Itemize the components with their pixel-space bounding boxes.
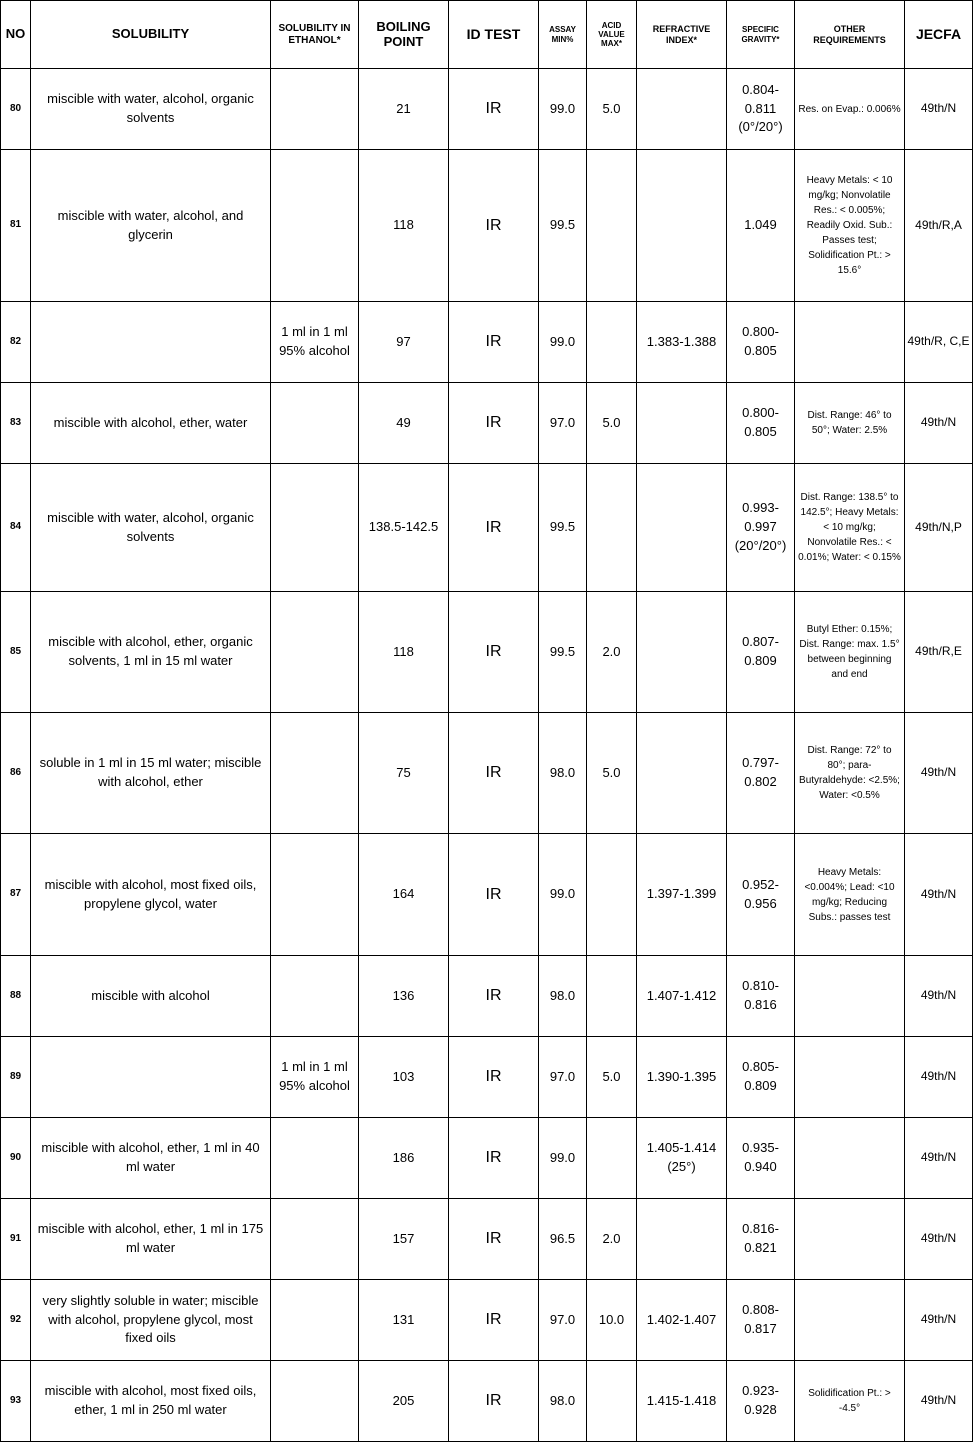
cell-other-requirements bbox=[795, 1280, 905, 1361]
cell-assay: 97.0 bbox=[539, 1037, 587, 1118]
cell-refractive-index: 1.415-1.418 bbox=[637, 1361, 727, 1442]
cell-specific-gravity: 0.923-0.928 bbox=[727, 1361, 795, 1442]
cell-no: 91 bbox=[1, 1199, 31, 1280]
cell-jecfa: 49th/N bbox=[905, 956, 973, 1037]
cell-assay: 99.0 bbox=[539, 1118, 587, 1199]
cell-boiling-point: 49 bbox=[359, 383, 449, 464]
cell-other-requirements bbox=[795, 302, 905, 383]
cell-boiling-point: 138.5-142.5 bbox=[359, 464, 449, 592]
cell-assay: 99.5 bbox=[539, 464, 587, 592]
cell-acid-value bbox=[587, 1361, 637, 1442]
cell-refractive-index bbox=[637, 383, 727, 464]
cell-id-test: IR bbox=[449, 834, 539, 956]
cell-acid-value: 2.0 bbox=[587, 592, 637, 713]
cell-no: 83 bbox=[1, 383, 31, 464]
cell-acid-value: 5.0 bbox=[587, 383, 637, 464]
cell-refractive-index bbox=[637, 464, 727, 592]
cell-refractive-index bbox=[637, 713, 727, 834]
cell-id-test: IR bbox=[449, 1118, 539, 1199]
cell-assay: 99.5 bbox=[539, 592, 587, 713]
cell-id-test: IR bbox=[449, 69, 539, 150]
cell-jecfa: 49th/N bbox=[905, 1199, 973, 1280]
cell-jecfa: 49th/R, C,E bbox=[905, 302, 973, 383]
cell-refractive-index bbox=[637, 592, 727, 713]
cell-solubility: miscible with alcohol, ether, 1 ml in 40 ml water bbox=[31, 1118, 271, 1199]
cell-other-requirements: Dist. Range: 138.5° to 142.5°; Heavy Metals: < 10 mg/kg; Nonvolatile Res.: < 0.01%; Water: < 0.15% bbox=[795, 464, 905, 592]
cell-acid-value: 5.0 bbox=[587, 713, 637, 834]
cell-jecfa: 49th/N bbox=[905, 1037, 973, 1118]
cell-id-test: IR bbox=[449, 464, 539, 592]
cell-assay: 97.0 bbox=[539, 383, 587, 464]
cell-id-test: IR bbox=[449, 383, 539, 464]
table-row bbox=[1, 834, 973, 956]
cell-acid-value: 5.0 bbox=[587, 1037, 637, 1118]
cell-no: 82 bbox=[1, 302, 31, 383]
cell-solubility-in-ethanol bbox=[271, 69, 359, 150]
cell-specific-gravity: 0.952-0.956 bbox=[727, 834, 795, 956]
cell-solubility-in-ethanol bbox=[271, 592, 359, 713]
header-other-requirements: OTHER REQUIREMENTS bbox=[795, 1, 905, 69]
cell-no: 84 bbox=[1, 464, 31, 592]
header-id-test: ID TEST bbox=[449, 1, 539, 69]
cell-acid-value bbox=[587, 956, 637, 1037]
cell-solubility: soluble in 1 ml in 15 ml water; miscible with alcohol, ether bbox=[31, 713, 271, 834]
cell-specific-gravity: 0.808-0.817 bbox=[727, 1280, 795, 1361]
cell-boiling-point: 103 bbox=[359, 1037, 449, 1118]
cell-solubility: miscible with alcohol, most fixed oils, propylene glycol, water bbox=[31, 834, 271, 956]
cell-acid-value: 10.0 bbox=[587, 1280, 637, 1361]
cell-acid-value bbox=[587, 150, 637, 302]
cell-jecfa: 49th/R,A bbox=[905, 150, 973, 302]
cell-refractive-index: 1.405-1.414 (25°) bbox=[637, 1118, 727, 1199]
header-boiling-point: BOILING POINT bbox=[359, 1, 449, 69]
cell-no: 90 bbox=[1, 1118, 31, 1199]
cell-refractive-index bbox=[637, 150, 727, 302]
cell-assay: 98.0 bbox=[539, 1361, 587, 1442]
cell-jecfa: 49th/N bbox=[905, 383, 973, 464]
cell-other-requirements bbox=[795, 956, 905, 1037]
cell-boiling-point: 186 bbox=[359, 1118, 449, 1199]
cell-acid-value: 5.0 bbox=[587, 69, 637, 150]
cell-other-requirements: Heavy Metals: < 10 mg/kg; Nonvolatile Res.: < 0.005%; Readily Oxid. Sub.: Passes test; Solidification Pt.: > 15.6° bbox=[795, 150, 905, 302]
cell-jecfa: 49th/N bbox=[905, 1361, 973, 1442]
cell-jecfa: 49th/N,P bbox=[905, 464, 973, 592]
cell-other-requirements: Res. on Evap.: 0.006% bbox=[795, 69, 905, 150]
cell-no: 89 bbox=[1, 1037, 31, 1118]
cell-refractive-index bbox=[637, 69, 727, 150]
cell-no: 88 bbox=[1, 956, 31, 1037]
cell-boiling-point: 157 bbox=[359, 1199, 449, 1280]
cell-id-test: IR bbox=[449, 1199, 539, 1280]
cell-other-requirements bbox=[795, 1118, 905, 1199]
cell-boiling-point: 118 bbox=[359, 150, 449, 302]
cell-solubility-in-ethanol bbox=[271, 150, 359, 302]
cell-no: 92 bbox=[1, 1280, 31, 1361]
cell-solubility-in-ethanol bbox=[271, 1280, 359, 1361]
table-row bbox=[1, 956, 973, 1037]
header-solubility: SOLUBILITY bbox=[31, 1, 271, 69]
cell-boiling-point: 97 bbox=[359, 302, 449, 383]
table-row bbox=[1, 1118, 973, 1199]
cell-solubility-in-ethanol bbox=[271, 383, 359, 464]
cell-id-test: IR bbox=[449, 1280, 539, 1361]
header-acid-value: ACID VALUE MAX* bbox=[587, 1, 637, 69]
cell-solubility: very slightly soluble in water; miscible with alcohol, propylene glycol, most fixed oils bbox=[31, 1280, 271, 1361]
cell-solubility bbox=[31, 302, 271, 383]
cell-solubility-in-ethanol bbox=[271, 1361, 359, 1442]
cell-boiling-point: 136 bbox=[359, 956, 449, 1037]
cell-solubility-in-ethanol bbox=[271, 834, 359, 956]
cell-specific-gravity: 0.935-0.940 bbox=[727, 1118, 795, 1199]
cell-other-requirements: Solidification Pt.: > -4.5° bbox=[795, 1361, 905, 1442]
cell-boiling-point: 131 bbox=[359, 1280, 449, 1361]
cell-no: 86 bbox=[1, 713, 31, 834]
cell-solubility-in-ethanol bbox=[271, 713, 359, 834]
cell-no: 87 bbox=[1, 834, 31, 956]
cell-specific-gravity: 0.805-0.809 bbox=[727, 1037, 795, 1118]
header-row bbox=[1, 1, 973, 69]
cell-jecfa: 49th/N bbox=[905, 1280, 973, 1361]
cell-boiling-point: 21 bbox=[359, 69, 449, 150]
cell-assay: 99.5 bbox=[539, 150, 587, 302]
cell-solubility: miscible with water, alcohol, and glycerin bbox=[31, 150, 271, 302]
table-row bbox=[1, 150, 973, 302]
cell-boiling-point: 205 bbox=[359, 1361, 449, 1442]
cell-other-requirements bbox=[795, 1199, 905, 1280]
cell-refractive-index bbox=[637, 1199, 727, 1280]
cell-other-requirements: Dist. Range: 72° to 80°; para-Butyraldehyde: <2.5%; Water: <0.5% bbox=[795, 713, 905, 834]
cell-assay: 96.5 bbox=[539, 1199, 587, 1280]
cell-id-test: IR bbox=[449, 302, 539, 383]
table-row bbox=[1, 592, 973, 713]
cell-specific-gravity: 0.993-0.997 (20°/20°) bbox=[727, 464, 795, 592]
table-row bbox=[1, 302, 973, 383]
header-solubility-in-ethanol: SOLUBILITY IN ETHANOL* bbox=[271, 1, 359, 69]
cell-solubility: miscible with water, alcohol, organic solvents bbox=[31, 69, 271, 150]
cell-acid-value bbox=[587, 834, 637, 956]
table-row bbox=[1, 69, 973, 150]
cell-no: 80 bbox=[1, 69, 31, 150]
cell-jecfa: 49th/R,E bbox=[905, 592, 973, 713]
cell-acid-value bbox=[587, 464, 637, 592]
cell-jecfa: 49th/N bbox=[905, 834, 973, 956]
cell-assay: 99.0 bbox=[539, 302, 587, 383]
cell-jecfa: 49th/N bbox=[905, 1118, 973, 1199]
cell-id-test: IR bbox=[449, 956, 539, 1037]
cell-refractive-index: 1.397-1.399 bbox=[637, 834, 727, 956]
cell-other-requirements bbox=[795, 1037, 905, 1118]
cell-specific-gravity: 0.810-0.816 bbox=[727, 956, 795, 1037]
cell-id-test: IR bbox=[449, 713, 539, 834]
cell-specific-gravity: 0.816-0.821 bbox=[727, 1199, 795, 1280]
cell-assay: 99.0 bbox=[539, 69, 587, 150]
cell-solubility-in-ethanol: 1 ml in 1 ml 95% alcohol bbox=[271, 1037, 359, 1118]
header-no: NO bbox=[1, 1, 31, 69]
cell-id-test: IR bbox=[449, 1037, 539, 1118]
cell-solubility-in-ethanol bbox=[271, 464, 359, 592]
cell-refractive-index: 1.390-1.395 bbox=[637, 1037, 727, 1118]
cell-jecfa: 49th/N bbox=[905, 69, 973, 150]
cell-solubility: miscible with alcohol, ether, 1 ml in 175 ml water bbox=[31, 1199, 271, 1280]
cell-no: 81 bbox=[1, 150, 31, 302]
cell-boiling-point: 164 bbox=[359, 834, 449, 956]
cell-no: 93 bbox=[1, 1361, 31, 1442]
cell-solubility: miscible with water, alcohol, organic solvents bbox=[31, 464, 271, 592]
cell-assay: 99.0 bbox=[539, 834, 587, 956]
table-row bbox=[1, 713, 973, 834]
header-refractive-index: REFRACTIVE INDEX* bbox=[637, 1, 727, 69]
cell-id-test: IR bbox=[449, 1361, 539, 1442]
cell-boiling-point: 75 bbox=[359, 713, 449, 834]
cell-id-test: IR bbox=[449, 150, 539, 302]
cell-refractive-index: 1.383-1.388 bbox=[637, 302, 727, 383]
cell-other-requirements: Heavy Metals: <0.004%; Lead: <10 mg/kg; Reducing Subs.: passes test bbox=[795, 834, 905, 956]
cell-solubility: miscible with alcohol, ether, water bbox=[31, 383, 271, 464]
cell-refractive-index: 1.402-1.407 bbox=[637, 1280, 727, 1361]
cell-acid-value bbox=[587, 302, 637, 383]
header-specific-gravity: SPECIFIC GRAVITY* bbox=[727, 1, 795, 69]
cell-specific-gravity: 0.807-0.809 bbox=[727, 592, 795, 713]
cell-jecfa: 49th/N bbox=[905, 713, 973, 834]
table-row bbox=[1, 1280, 973, 1361]
cell-specific-gravity: 0.800-0.805 bbox=[727, 302, 795, 383]
table-row bbox=[1, 383, 973, 464]
table-body bbox=[1, 69, 973, 1442]
cell-id-test: IR bbox=[449, 592, 539, 713]
cell-solubility: miscible with alcohol bbox=[31, 956, 271, 1037]
cell-solubility: miscible with alcohol, most fixed oils, ether, 1 ml in 250 ml water bbox=[31, 1361, 271, 1442]
cell-other-requirements: Dist. Range: 46° to 50°; Water: 2.5% bbox=[795, 383, 905, 464]
cell-specific-gravity: 0.804-0.811 (0°/20°) bbox=[727, 69, 795, 150]
cell-specific-gravity: 1.049 bbox=[727, 150, 795, 302]
cell-refractive-index: 1.407-1.412 bbox=[637, 956, 727, 1037]
cell-acid-value: 2.0 bbox=[587, 1199, 637, 1280]
cell-no: 85 bbox=[1, 592, 31, 713]
cell-assay: 97.0 bbox=[539, 1280, 587, 1361]
header-assay: ASSAY MIN% bbox=[539, 1, 587, 69]
cell-acid-value bbox=[587, 1118, 637, 1199]
cell-other-requirements: Butyl Ether: 0.15%; Dist. Range: max. 1.5° between beginning and end bbox=[795, 592, 905, 713]
cell-specific-gravity: 0.800-0.805 bbox=[727, 383, 795, 464]
cell-solubility-in-ethanol: 1 ml in 1 ml 95% alcohol bbox=[271, 302, 359, 383]
cell-solubility bbox=[31, 1037, 271, 1118]
cell-solubility: miscible with alcohol, ether, organic solvents, 1 ml in 15 ml water bbox=[31, 592, 271, 713]
table-row bbox=[1, 464, 973, 592]
cell-assay: 98.0 bbox=[539, 713, 587, 834]
cell-boiling-point: 118 bbox=[359, 592, 449, 713]
table-row bbox=[1, 1361, 973, 1442]
cell-assay: 98.0 bbox=[539, 956, 587, 1037]
cell-specific-gravity: 0.797-0.802 bbox=[727, 713, 795, 834]
cell-solubility-in-ethanol bbox=[271, 956, 359, 1037]
table-row bbox=[1, 1199, 973, 1280]
header-jecfa: JECFA bbox=[905, 1, 973, 69]
table-row bbox=[1, 1037, 973, 1118]
cell-solubility-in-ethanol bbox=[271, 1118, 359, 1199]
cell-solubility-in-ethanol bbox=[271, 1199, 359, 1280]
